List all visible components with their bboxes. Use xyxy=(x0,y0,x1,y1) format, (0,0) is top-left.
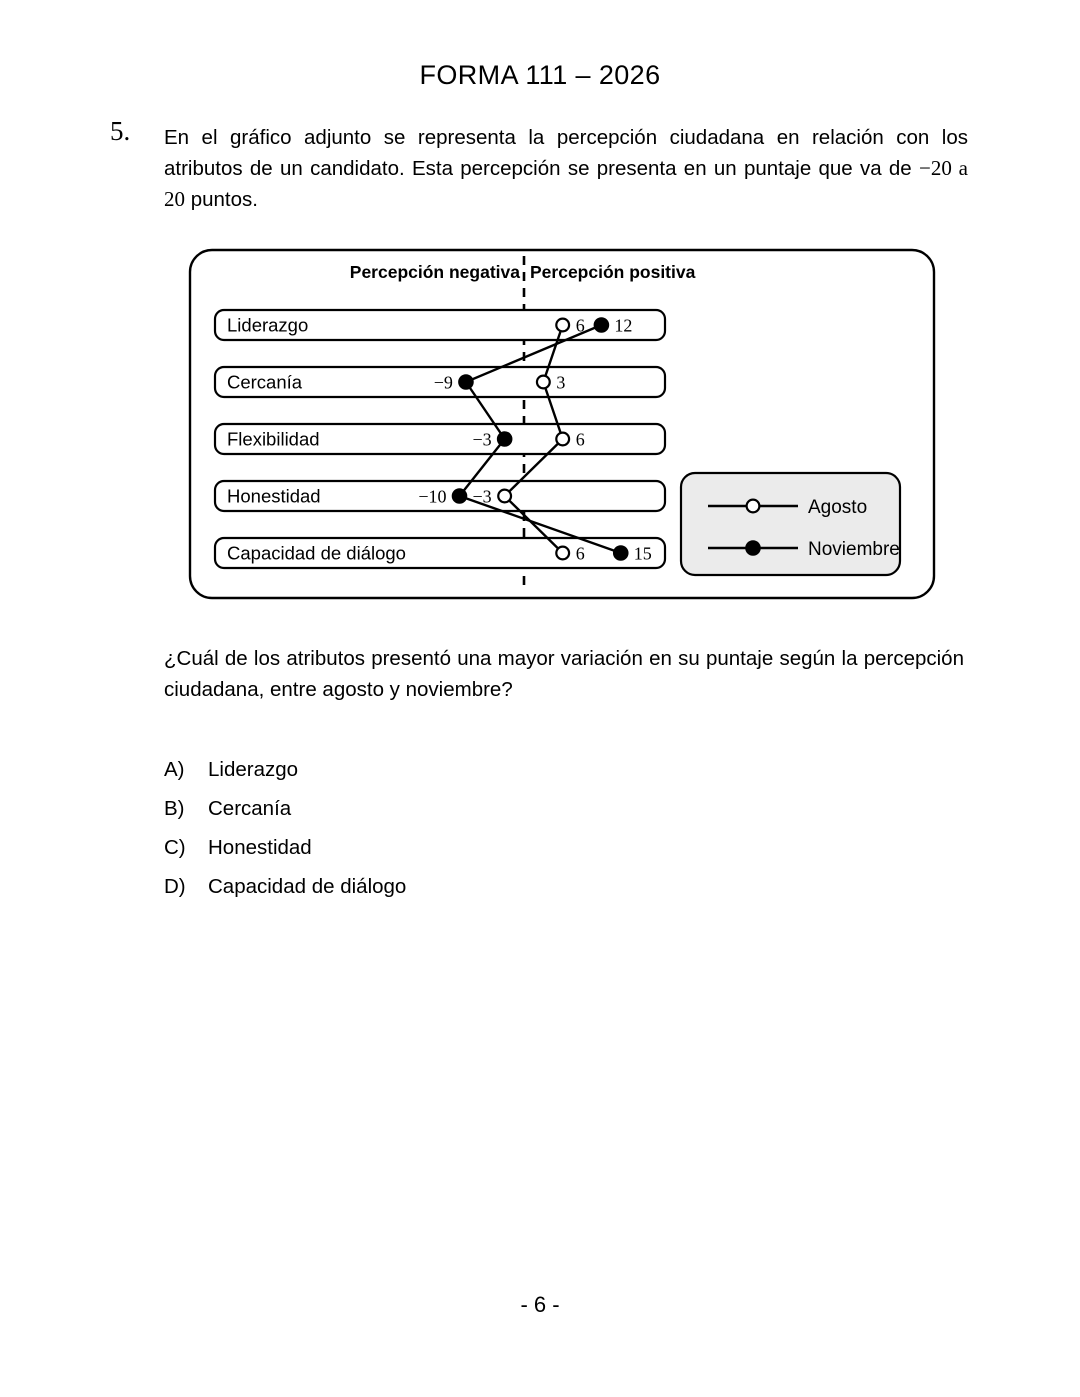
data-point-marker-noviembre xyxy=(459,375,473,389)
option-d[interactable] xyxy=(164,875,764,914)
data-point-value-label: 6 xyxy=(575,429,585,450)
option-b-label: Cercanía xyxy=(208,797,292,820)
category-row-label: Cercanía xyxy=(227,371,303,393)
data-point-value-label: −9 xyxy=(433,372,453,393)
perception-chart xyxy=(186,244,938,604)
question-stem xyxy=(164,122,968,215)
option-a[interactable] xyxy=(164,758,764,797)
data-point-value-label: −3 xyxy=(472,486,492,507)
category-row-label: Flexibilidad xyxy=(227,428,320,450)
question-stem-range: −20 a 20 xyxy=(164,156,968,211)
option-b[interactable] xyxy=(164,797,764,836)
legend-label-noviembre: Noviembre xyxy=(808,539,900,560)
page-header-title: FORMA 111 – 2026 xyxy=(419,60,661,90)
data-point-marker-noviembre xyxy=(453,489,467,503)
data-point-marker-agosto xyxy=(537,376,550,389)
data-point-marker-noviembre xyxy=(498,432,512,446)
data-point-value-label: 3 xyxy=(556,372,566,393)
chart-legend xyxy=(681,473,900,575)
data-point-marker-noviembre xyxy=(614,546,628,560)
answer-options xyxy=(164,758,764,914)
legend-marker-noviembre xyxy=(746,541,760,555)
question-stem-part1: En el gráfico adjunto se representa la percepción ciudadana en relación con los atributos de un candidato. Esta percepción se presenta en un puntaje que va de xyxy=(164,126,968,180)
data-point-value-label: 6 xyxy=(575,543,585,564)
category-row-label: Honestidad xyxy=(227,485,321,507)
page-number: - 6 - xyxy=(520,1292,560,1317)
option-c[interactable] xyxy=(164,836,764,875)
question-number: 5. xyxy=(110,116,131,146)
option-b-key: B) xyxy=(164,797,185,820)
chart-svg xyxy=(186,244,938,604)
legend-marker-agosto xyxy=(747,500,760,513)
data-point-marker-noviembre xyxy=(594,318,608,332)
category-row-label: Liderazgo xyxy=(227,314,309,336)
option-d-label: Capacidad de diálogo xyxy=(208,875,407,898)
data-point-value-label: −3 xyxy=(472,429,492,450)
question-prompt: ¿Cuál de los atributos presentó una mayor variación en su puntaje según la percepción ciudadana, entre agosto y noviembre? xyxy=(164,647,964,701)
data-point-value-label: 15 xyxy=(633,543,652,564)
option-d-key: D) xyxy=(164,875,186,898)
axis-title-negative: Percepción negativa xyxy=(349,262,520,282)
data-point-marker-agosto xyxy=(556,433,569,446)
question-stem-part2: puntos. xyxy=(185,188,258,211)
data-point-marker-agosto xyxy=(498,490,511,503)
question-block xyxy=(110,116,968,215)
axis-title-positive: Percepción positiva xyxy=(530,262,696,282)
data-point-value-label: 12 xyxy=(614,315,633,336)
option-a-key: A) xyxy=(164,758,185,781)
option-c-key: C) xyxy=(164,836,186,859)
data-point-marker-agosto xyxy=(556,319,569,332)
data-point-marker-agosto xyxy=(556,547,569,560)
data-point-value-label: 6 xyxy=(575,315,585,336)
option-a-label: Liderazgo xyxy=(208,758,299,781)
legend-label-agosto: Agosto xyxy=(808,497,868,518)
category-row-label: Capacidad de diálogo xyxy=(227,542,406,564)
option-c-label: Honestidad xyxy=(208,836,312,859)
data-point-value-label: −10 xyxy=(418,486,447,507)
